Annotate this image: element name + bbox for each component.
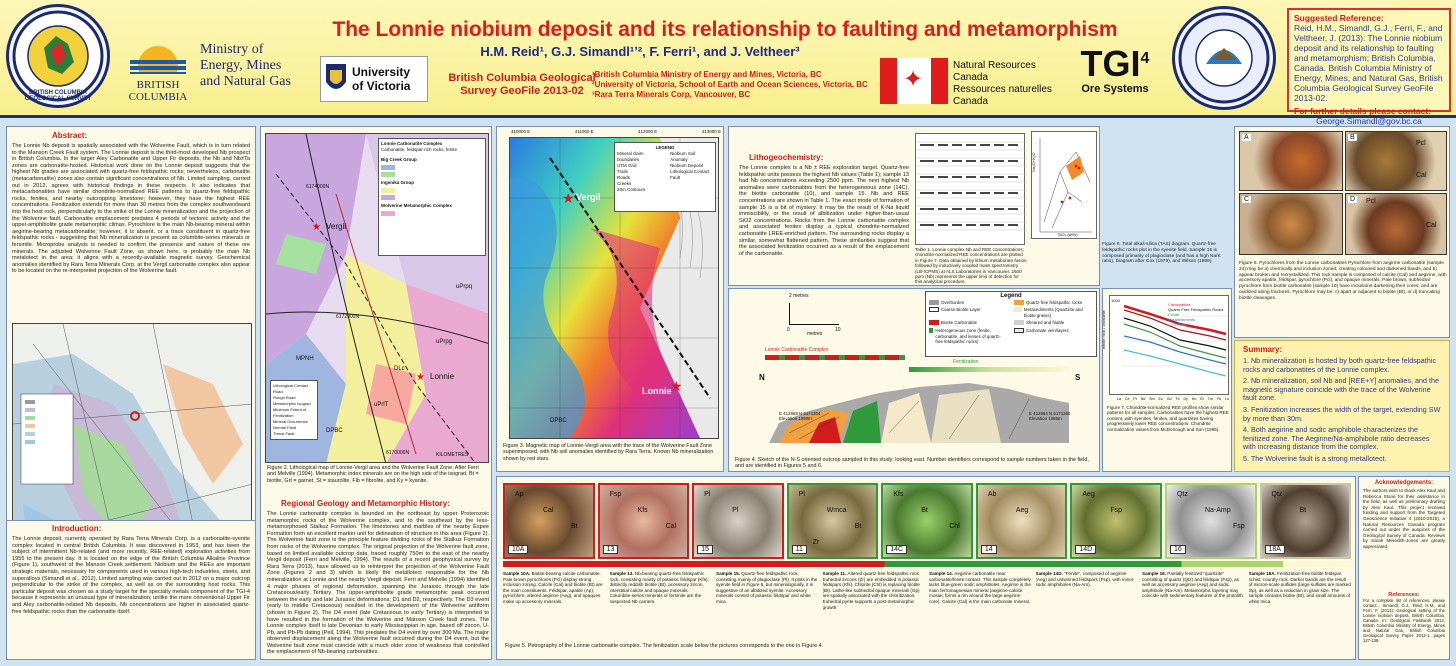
fig5-mineral-label: Wmca bbox=[826, 507, 847, 514]
fig3-legend bbox=[614, 142, 716, 212]
abstract-body: The Lonnie Nb deposit is spatially associated with the Wolverine Fault, which is in turn related to the Manson Creek Fault system. The Lonnie deposit is the third-most developed Nb prospect in British Columbia. In the larger Aley Carbonatite and Upper Fir deposits, the Nb and Nb±Ta zones are carbonatite-hosted. Historical work done on the Lonnie deposit suggests that the highest Nb grades are associated with quartz-free feldspathic rocks; nevertheless, carbonatite (metacarbonatite) zones also contain significant concentrations of Nb. Limited sampling, carried out in 2012, agrees with historical findings in these respects. It also indicates that metacarbonatites have similar chondrite-normalized REE patterns to quartz-free feldspathic rocks, fenites, and nearby outcropping limestone; however, they have the highest REE concentrations. Fenitization extends for more than 30 metres from the complex southwestward into the host rock, perpendicularly to the strike of the Lonnie mineralization and the projection of the Wolverine fault. Carbonatite emplacement predates 4 periods of tectonic activity and the upper-amphibolite grade metamorphic climax. Pyrochlore is the main Nb-bearing mineral within aegirine-bearing metacarbonatite; however, it is absent, or a trace constituent in quartz-free feldspathic rocks - suggesting that Nb mineralization is present as columbite-series minerals or fersmite. Microprobe analysis is needed to confirm the presence and nature of these ore minerals. The adjusted Wolverine Fault Zone, as shown here, is probably the main Nb metalotect in the area; it aligns with a recently-available magnetic survey. Geochemical anomalies identified by Rara Terra Minerals Corp. at the Vergil carbonatite complex also appear to be located on the re-interpreted projection of the Wolverine fault. bbox=[12, 143, 250, 275]
fig3-legend-7: Niobium Soil Anomaly bbox=[670, 151, 696, 162]
fig8-photo-d bbox=[1345, 193, 1447, 255]
fig2-sym-2: Road bbox=[273, 389, 283, 394]
fig2-sym-8: Thrust Fault bbox=[273, 431, 295, 436]
bc-wordmark-2: COLUMBIA bbox=[128, 91, 188, 103]
fig2-legend-item-2: Big Creek Group bbox=[381, 157, 417, 162]
fig2-scale-label: KILOMETRES bbox=[436, 452, 469, 458]
figure-7-caption: Figure 7. Chondrite-normalized REE profiles show similar patterns for all samples. Carbonatites have the highest REE content, with syenites, fenites, and quartzites having progressively lower REE concentrations. Chondrite normalization values from McDonough and Sun (1995). bbox=[1107, 405, 1229, 432]
regional-body: The Lonnie carbonatite complex is bounded on the northeast by upper Proterozoic metamorphic rocks of the Wolverine complex, and to the southeast by the less-metamorphosed Stalkuz Formation. The limestones and marbles of the nearby Espee Formation form an excellent marker unit for delineation of structure in this area (Figure 2). The Wolverine fault zone is the principle feature dividing rocks of the Stalkuz Formation from rocks of the Wolverine complex. The original projection of the Wolverine fault zone, based on limited available outcrop data, traced roughly 750m to the east of the nearby Vergil deposit (Ferri and Melville, 1994). The results of a recent geophysical survey by Rara Terra (2013), have allowed us to reinterpret the projection of the Wolverine Fault Zone (Figures 2 and 3) which is likely the metallotect responsible for the Nb mineralization at Lonnie and the nearby Vergil deposit. Ferri and Melville (1994) identified 4 major phases of regional deformation, spanning the Jurassic through the late Cretaceous/early Tertiary. The upper-amphibolite grade metamorphic peak occurred between the early and late Jurassic deformations; D1 and D2, respectively. The D3 event (early to middle Cretaceous) resulted in the development of the Wolverine antiform (shown in Figure 2). The D4 event (late Cretaceous to early Tertiary) is interpreted to have resulted in the formation of the Wolverine and Manson Creek fault zones. The Lonnie complex itself is late Devonian to early Mississippian in age, based off zircon, U-Pb, and Pb-Pb dating (Pell, 1994). This predates the D4 event by over 300 Ma. The major observed displacement along the Wolverine fault occurred during the D4 event, but the Wolverine fault zone must coincide with a much older zone of weakness that controlled the emplacement of Nb-bearing carbonatites. bbox=[267, 511, 489, 656]
summary-point-4: 4. Both aegirine and sodic amphibole characterizes the fenitized zone. The Aegirine/Na-amphibole ratio decreases with increasing distance from the complex. bbox=[1243, 425, 1430, 452]
fig8-letter-c: C bbox=[1244, 196, 1250, 203]
fig5-sample-caption-heading: Sample 16. bbox=[1142, 571, 1168, 576]
fig7-element-tick: Dy bbox=[1183, 397, 1188, 401]
abstract-heading: Abstract: bbox=[52, 131, 88, 140]
tgi-super: 4 bbox=[1140, 50, 1150, 67]
nrcan-wordmark bbox=[953, 60, 1063, 108]
uvic-line-2: of Victoria bbox=[352, 79, 411, 93]
fig5-mineral-label: Cal bbox=[665, 523, 677, 530]
summary-point-1: 1. Nb mineralization is hosted by both quartz-free feldspathic rocks and carbonatites of the Lonnie complex. bbox=[1243, 356, 1436, 374]
fig2-label-uprpq: uPrpq bbox=[456, 284, 473, 290]
fig3-tick-1: 410000 E bbox=[511, 129, 531, 134]
fig5-sample-tag: 16 bbox=[1170, 545, 1186, 554]
fig4-south: S bbox=[1075, 373, 1081, 382]
fig7-element-tick: Nd bbox=[1140, 397, 1146, 401]
fig7-element-tick: Tm bbox=[1207, 397, 1213, 401]
fig5-sample-caption-heading: Sample 10A. bbox=[503, 571, 532, 576]
fig8-photo-c bbox=[1239, 193, 1343, 255]
fig5-sample-caption bbox=[823, 571, 926, 641]
fig3-legend-6: 20m Contours bbox=[617, 187, 646, 192]
fig5-mineral-label: Kfs bbox=[893, 491, 904, 498]
bc-logo bbox=[120, 30, 196, 103]
litho-heading: Lithogeochemistry: bbox=[749, 153, 824, 162]
fig5-photo-strip bbox=[503, 483, 1351, 559]
fig3-legend-3: Trails bbox=[617, 169, 628, 174]
fig7-ytick-top: 1000 bbox=[1111, 298, 1120, 303]
fig4-leg-2: Quartz-free feldspathic rocks bbox=[1026, 299, 1083, 305]
uvic-logo bbox=[320, 56, 428, 102]
nrcan-line-3: Ressources naturelles bbox=[953, 84, 1052, 95]
fig5-photo-16 bbox=[1165, 483, 1257, 559]
fig5-sample-caption bbox=[610, 571, 713, 641]
fig2-sym-5: Minimum Extent of Fenitization bbox=[273, 407, 307, 418]
summary-point-3: 3. Fenitization increases the width of the target, extending SW by more than 30m. bbox=[1243, 404, 1441, 423]
fig4-coord-south: E 412964 N 6171265 Elevation 1086m bbox=[1029, 411, 1071, 422]
uvic-line-1: University bbox=[352, 65, 411, 79]
fig4-leg-6: Sheared and friable bbox=[1026, 320, 1065, 326]
fig7-element-tick: Lu bbox=[1225, 397, 1229, 401]
table-1-caption: Table 1. Lonnie complex Nb and REE concentrations; chondrite-normalized REE concentrations are plotted in Figure 7. Data obtained by lithium metaborate fusion followed by inductively coupled mass spectrometry (LB-ICPMS) at ALS Laboratories in Vancouver. 2500 ppm (Nb) represents the upper limit of detection for this analytical procedure. bbox=[915, 247, 1027, 285]
contact-email[interactable]: George.Simandl@gov.bc.ca bbox=[1316, 116, 1422, 126]
fig4-north: N bbox=[759, 373, 765, 382]
fig5-sample-caption-heading: Sample 13. bbox=[609, 571, 635, 576]
figure-6-caption: Figure 6. Total alkali-silica (TAS) diagram. Quartz-free feldspathic rocks plot in the syenite field. Sample 15 is composed primarily of plagioclase (and has a high Na/K ratio). Diagram after Cox (1979), and Wilson (1989). bbox=[1102, 242, 1221, 265]
fig8-label-cal-2: Cal bbox=[1426, 222, 1437, 229]
affiliations bbox=[592, 70, 892, 100]
fig5-mineral-label: Ap bbox=[515, 491, 524, 498]
fig5-mineral-label: Pl bbox=[704, 491, 711, 498]
fig5-mineral-label: Na-Amp bbox=[1204, 507, 1231, 514]
introduction-panel bbox=[6, 520, 256, 660]
fig2-label-mpnh: MPNH bbox=[296, 356, 314, 362]
fig4-scale-h: metres bbox=[807, 331, 823, 337]
fig5-photo-11 bbox=[787, 483, 879, 559]
fig5-mineral-label: Aeg bbox=[1082, 491, 1095, 498]
acknowledgements-panel bbox=[1358, 476, 1450, 660]
fig5-sample-caption-heading: Sample 14. bbox=[929, 571, 955, 576]
fig5-sample-caption bbox=[1036, 571, 1139, 641]
canada-flag-icon: ✦ bbox=[880, 58, 948, 104]
fig7-legend-4: Metasediments bbox=[1168, 317, 1196, 322]
tas-xlabel: SiO₂ (wt%) bbox=[1058, 232, 1078, 237]
fig5-mineral-label: Cal bbox=[543, 507, 554, 514]
fig8-letter-d: D bbox=[1350, 196, 1356, 203]
fig4-scale-0: 0 bbox=[787, 327, 790, 333]
fig2-label-uprpg-2: uPrpg bbox=[436, 339, 453, 345]
fig2-label-uprlt: uPrlT bbox=[374, 402, 389, 408]
fig5-sample-caption bbox=[716, 571, 819, 641]
tgi-mark: TGI bbox=[1080, 43, 1141, 84]
fig4-legend-title: Legend bbox=[1000, 293, 1022, 299]
nrcan-line-4: Canada bbox=[953, 96, 989, 107]
fig2-sym-1: Lithological Contact bbox=[273, 383, 308, 388]
fig5-sample-caption-text: Altered quartz-free feldspathic rock. Euhedral zircons (Zr) are embedded in potassic feldspars (Kfs). Chlorite (Chl) is replacing biotite (Bt). Lathe-like subhedral opaque minerals (Op) are spatially associated with the chloritization. Euhedral pyrite supports a post-metamorphic growth. bbox=[822, 571, 921, 610]
fig3-vergil-star-icon: ★ bbox=[562, 190, 575, 206]
fig7-element-tick: Yb bbox=[1216, 397, 1222, 401]
figure-8-caption: Figure 8. Pyrochlores from the Lonnie carbonatites Pyrochlore from aegirine carbonatite (sample 24) may be a) chemically and inclusion zoned; creating coloured and darkened bands, and b) appear broken and recrystallized. This rock sample is composed of calcite (Cal) and aegirine, with accessory apatite, feldspar, pyrochlore (Pcl), and opaque minerals. Pale brown, subhedral pyrochlore from biotite carbonatite (sample 10) have inclusions darkening their cores, and are oxidized along fractures. Pyrochlore may be: c) apart or adjacent to biotite (Bt), or d) truncating biotite cleavages. bbox=[1239, 261, 1447, 301]
geofile-line-1: British Columbia Geological bbox=[448, 72, 596, 84]
fig2-legend-item-3: Ingenika Group bbox=[381, 180, 415, 185]
fig8-label-pcl-2: Pcl bbox=[1366, 198, 1376, 205]
affiliation-1: ¹British Columbia Ministry of Energy and Mines, Victoria, BC bbox=[592, 70, 822, 79]
fig5-sample-caption-text: Biotite-bearing calcite carbonatite. Pale brown pyrochlores (Pcl) display strong inclusion zoning. Calcite (Cal) and biotite (Bt) are the main constituents. Feldspar, apatite (Ap), pyrochlore, altered aegirine (Aeg), and opaques make up accessory minerals. bbox=[503, 571, 603, 604]
fig5-sample-caption-text: Quartz-free feldspathic rock, consisting mainly of plagioclase (Pl). It plots in the syenite field in Figure 6, but mineralogically, it is suggestive of an albitized syenite. Accessory minerals consist of potassic feldspar and white mica. bbox=[716, 571, 818, 604]
fig8-photo-b bbox=[1345, 131, 1447, 191]
fig4-legend bbox=[925, 291, 1097, 357]
figure-5-panel bbox=[496, 476, 1356, 660]
fig5-sample-tag: 10A bbox=[508, 545, 528, 554]
fig3-tick-3: 412000 E bbox=[638, 129, 658, 134]
bc-sun-icon bbox=[120, 30, 196, 74]
tgi-logo bbox=[1070, 40, 1160, 95]
fig7-legend bbox=[1168, 302, 1223, 327]
fig2-legend-title: Lonnie Carbonatite Complex bbox=[381, 141, 443, 146]
references-body: For a complete list of references, please contact... Simandl, G.J., Reid, H.M., and Ferri, F. (2013): Geological setting of the Lonnie niobium deposit, British Columbia, Canada. In: Geological Fieldwork 2012, British Columbia Ministry of Energy, Mines and Natural Gas, British Columbia Geological Survey Paper 2013-1, pages 127-138. bbox=[1363, 598, 1445, 643]
fig4-leg-5: Biotite Carbonatite bbox=[941, 320, 978, 326]
fig5-sample-caption-text: Fenitization-free biotite feldspar schist; country rock. Darker bands are the result of micron-scale sulfides (large sulfides are marked Op), as well as a reduction in grain size. The sample contains biotite (Bt), and small amounts of white mica. bbox=[1248, 571, 1351, 604]
figure-4-panel bbox=[728, 288, 1100, 472]
fig7-element-tick: Ho bbox=[1191, 397, 1197, 401]
fig5-sample-caption bbox=[929, 571, 1032, 641]
ministry-line-3: and Natural Gas bbox=[200, 74, 291, 89]
fig3-label-dpbc: DPBC bbox=[550, 418, 567, 424]
figure-7-ree-plot bbox=[1109, 295, 1229, 395]
fig7-element-tick: Tb bbox=[1175, 397, 1180, 401]
fig2-sym-7: Normal Fault bbox=[273, 425, 296, 430]
fig2-sym-4: Metamorphic Isograd bbox=[273, 401, 311, 406]
fig5-sample-tag: 15 bbox=[697, 545, 713, 554]
fig4-leg-3: Coarse Biotite Layer bbox=[941, 307, 981, 313]
fig2-sym-6: Mineral Occurrence bbox=[273, 419, 308, 424]
fig4-outcrop-sketch bbox=[769, 373, 1069, 443]
fig2-vergil-star-icon: ★ bbox=[312, 222, 321, 233]
uvic-crest-icon bbox=[324, 62, 348, 96]
fig8-label-cal-1: Cal bbox=[1416, 172, 1427, 179]
lithogeochemistry-panel bbox=[728, 126, 1100, 286]
fig7-legend-2: Quartz-Free Feldspathic Rocks bbox=[1168, 307, 1224, 312]
fig8-letter-b: B bbox=[1350, 134, 1355, 141]
fig5-mineral-label: Aeg bbox=[1015, 507, 1029, 514]
fig4-scale-bar bbox=[789, 303, 839, 325]
nrcan-line-1: Natural Resources bbox=[953, 60, 1036, 71]
fig5-sample-tag: 13 bbox=[603, 545, 619, 554]
fig2-northing-2: 6172000N bbox=[336, 314, 360, 320]
fig5-photo-14c bbox=[881, 483, 973, 559]
contact-heading: For further details please contact: bbox=[1294, 106, 1431, 116]
fig5-sample-tag: 11 bbox=[792, 545, 807, 554]
affiliation-2: ²University of Victoria, School of Earth and Ocean Sciences, Victoria, BC bbox=[592, 80, 868, 89]
fig8-letter-a: A bbox=[1244, 134, 1249, 141]
poster-authors: H.M. Reid¹, G.J. Simandl¹ʼ², F. Ferri¹, and J. Veltheer³ bbox=[480, 44, 800, 59]
fig5-sample-caption-heading: Sample 18A. bbox=[1248, 571, 1278, 576]
fig5-sample-caption-text: "Fenite", composed of aegirine (Aeg) and untwinned feldspars (Fsp), with minor sodic amphiboles (Na-Am). bbox=[1035, 571, 1134, 588]
tgi-subtitle: Ore Systems bbox=[1081, 83, 1149, 95]
geofile-label bbox=[432, 72, 612, 98]
suggested-reference-box bbox=[1287, 8, 1451, 126]
fig5-mineral-label: Fsp bbox=[609, 491, 622, 498]
fig3-legend-4: Roads bbox=[617, 175, 631, 180]
figure-5-caption: Figure 5. Petrography of the Lonnie carbonatite complex. The fenitization scale below the pictures corresponds to the one in Figure 4. bbox=[505, 643, 824, 649]
tas-diagram-icon bbox=[1032, 132, 1098, 240]
fig7-ylabel: whole rock / chondrite bbox=[1101, 310, 1106, 349]
geofile-line-2: Survey GeoFile 2013-02 bbox=[460, 85, 584, 97]
gsc-seal-icon bbox=[1176, 10, 1272, 106]
fig4-complex-bar bbox=[765, 355, 905, 360]
fig2-sym-3: Rough Road bbox=[273, 395, 296, 400]
fig3-legend-9: Lithological Contact bbox=[670, 169, 710, 174]
figure-2-map bbox=[265, 133, 489, 463]
table-1-grid-icon bbox=[916, 134, 1026, 246]
fig5-mineral-label: Qtz bbox=[1271, 491, 1283, 498]
fig5-mineral-label: Qtz bbox=[1176, 491, 1188, 498]
fig5-sample-tag: 14 bbox=[981, 545, 997, 554]
fig5-fenitization-scale bbox=[503, 561, 1351, 567]
fig3-legend-8: Niobium Deposit bbox=[670, 163, 704, 168]
fig5-mineral-label: Bt bbox=[571, 523, 578, 530]
fig2-label-vergil: Vergil bbox=[326, 222, 347, 231]
figure-4-caption: Figure 4. Sketch of the N-S oriented outcrop sampled in this study; looking east. Number identifiers correspond to sample numbers taken in the field, and are identified in Figures 5 and 6. bbox=[735, 457, 1089, 470]
tas-ylabel: Na₂O+K₂O bbox=[1031, 152, 1036, 172]
figure-3-caption: Figure 3. Magnetic map of Lonnie-Vergil area with the trace of the Wolverine Fault Zone superimposed, with Nb soil anomalies identified by Rara Terra. Known Nb mineralization shown by red stars. bbox=[503, 443, 714, 462]
fig3-legend-10: Fault bbox=[670, 175, 681, 180]
fig5-photo-18a bbox=[1260, 483, 1352, 559]
fig5-mineral-label: Bt bbox=[854, 523, 862, 530]
fig2-legend-item-4: Wolverine Metamorphic Complex bbox=[381, 203, 452, 208]
fig4-scale-vertical: 2 metres bbox=[789, 293, 809, 299]
fig5-mineral-label: Fsp bbox=[1110, 507, 1123, 514]
fig5-sample-tag: 14C bbox=[886, 545, 907, 554]
fig4-leg-4: Metasediments (Quartzite and biotite gneiss) bbox=[1023, 307, 1083, 318]
fig4-leg-1: Overburden bbox=[941, 299, 965, 305]
fig2-label-dlc: DLc bbox=[394, 366, 405, 372]
fig7-legend-3: Fenite bbox=[1168, 312, 1180, 317]
reference-body: Reid, H.M., Simandl, G.J., Ferri, F., and Veltheer, J. (2013): The Lonnie niobium deposit and its relationship to faulting and metamorphism; British Columbia, Canada. British Columbia Ministry of Energy, Mines, and Natural Gas, British Columbia Geological Survey GeoFile 2013-02. bbox=[1294, 23, 1443, 103]
figure-6-tas-diagram bbox=[1031, 131, 1097, 239]
fig5-mineral-label: Pl bbox=[798, 491, 805, 498]
summary-point-2: 2. Nb mineralization, soil Nb and [REE+Y] anomalies, and the magnetic signature coincide with the trace of the Wolverine fault zone. bbox=[1243, 376, 1439, 403]
fig7-element-tick: Eu bbox=[1158, 397, 1163, 401]
fig5-photo-14 bbox=[976, 483, 1068, 559]
fig5-sample-caption-text: Partially fenitized "quartzite" consisting of quartz (Qtz) and feldspar (Fsp), as well as accessory aegirine (Aeg) and sodic amphibole (Na-Am). Metamorphic layering may coincide with sedimentary features of the protolith. bbox=[1142, 571, 1245, 599]
fig5-sample-caption-text: Nb-bearing quartz-free feldspathic rock, consisting mainly of potassic feldspar (Kfs); distinctly reddish biotite (Bt), accessory zircon, interstitial calcite and opaque minerals. Columbite-series minerals or fersmite are the suspected Nb carriers. bbox=[609, 571, 709, 604]
fig2-lonnie-star-icon: ★ bbox=[416, 372, 425, 383]
fig4-scale-10: 10 bbox=[835, 327, 841, 333]
ack-body: The authors wish to thank Alex Kaul and Rebecca Stone for their assistance in the field, as well as preliminary drafting by Alex Kaul. This project received funding and support from the Targeted Geoscience Initiative 4 (2010-2015), a Natural Resources Canada program carried out under the auspices of the Geological Survey of Canada. Reviews by Sarah Meredith-Jones are greatly appreciated. bbox=[1363, 488, 1445, 549]
bcgs-logo-text: BRITISH COLUMBIA GEOLOGICAL SURVEY bbox=[24, 90, 92, 102]
introduction-body: The Lonnie deposit, currently operated by Rara Terra Minerals Corp, is a carbonatite-syenite complex located in central British Columbia. It was discovered in 1953, and has been the subject of intermittent Nb-related (and more recently, REE-related) exploration activities from 1955 to the present day. It is located on the edge of the British Columbia Alkaline Province (Figure 1), southwest of the Manson Creek settlement. Niobium and the REEs are important strategic materials, necessary for components used in various high-tech industries, steels, and superalloys (Simandl et al., 2012). Limited sampling was carried out in 2012 on a major outcrop perpendicular to the strike of the complex, as well as on the surrounding host rocks. This particular deposit was chosen as a study target for the specialty metals component of the TGI-4 because it represents an unusual type of mineralization; unlike the more conventional Upper Fir and Aley carbonatite-related Nb deposits, Nb concentrations are higher in associated quartz-free feldspathic rocks than the carbonatite itself. bbox=[12, 536, 250, 615]
fig2-label-dpbc: DPBC bbox=[326, 428, 343, 434]
fig7-element-tick: Er bbox=[1200, 397, 1204, 401]
fig3-legend-2: UTM Grid bbox=[617, 163, 637, 168]
ministry-line-1: Ministry of bbox=[200, 42, 264, 57]
fig3-legend-title: LEGEND bbox=[655, 145, 675, 150]
fig8-label-pcl-1: Pcl bbox=[1416, 140, 1426, 147]
fig7-element-tick: Sm bbox=[1149, 397, 1155, 401]
fig5-captions bbox=[503, 571, 1351, 641]
fig5-photo-14d bbox=[1070, 483, 1162, 559]
fig7-element-tick: Pr bbox=[1133, 397, 1137, 401]
fig5-mineral-label: Ab bbox=[987, 491, 997, 498]
affiliation-3: ³Rara Terra Minerals Corp, Vancouver, BC bbox=[592, 90, 751, 99]
figure-8-panel bbox=[1234, 126, 1450, 338]
fig5-mineral-label: Pl bbox=[732, 507, 739, 514]
outcrop-cross-section-icon bbox=[769, 373, 1069, 443]
figure-3-panel bbox=[496, 126, 724, 472]
fig5-mineral-label: Zr bbox=[812, 539, 820, 546]
gsc-logo bbox=[1172, 6, 1276, 110]
fig7-element-tick: Ce bbox=[1124, 397, 1130, 401]
ministry-line-2: Energy, Mines bbox=[200, 58, 282, 73]
ministry-name bbox=[200, 42, 318, 90]
bc-wordmark-1: BRITISH bbox=[136, 79, 180, 91]
fig5-photo-10a bbox=[503, 483, 595, 559]
figure-2-caption: Figure 2. Lithological map of Lonnie-Vergil area and the Wolverine Fault Zone. After Ferri and Melville (1994). Metamorphic index minerals are on the high side of the isograd. Bt = biotite, Grt = garnet, St = staurolite, Fib = fibrolite, and Ky = kyanite. bbox=[267, 465, 479, 484]
column-regional bbox=[260, 126, 492, 660]
fig8-photo-a bbox=[1239, 131, 1343, 191]
fig4-fenitization-label: Fenitization bbox=[953, 359, 979, 365]
fig3-lonnie-star-icon: ★ bbox=[670, 378, 683, 394]
fig2-northing-1: 6174000N bbox=[306, 184, 330, 190]
nrcan-line-2: Canada bbox=[953, 72, 989, 83]
fig7-element-tick: La bbox=[1117, 397, 1121, 401]
fig4-leg-7: Heterogeneous zone (fenite, carbonatite, and lenses of quartz-free feldspathic rocks) bbox=[935, 327, 1001, 345]
figure-3-map bbox=[509, 137, 719, 439]
summary-point-5: 5. The Wolverine fault is a strong metallotect. bbox=[1243, 453, 1387, 463]
fig5-mineral-label: Bt bbox=[921, 507, 928, 514]
fig4-leg-8: Carbonate vein/layers bbox=[1026, 327, 1069, 333]
fig3-label-vergil: Vergil bbox=[576, 192, 601, 202]
fig5-mineral-label: Bt bbox=[1299, 507, 1307, 514]
poster-header bbox=[0, 0, 1456, 126]
fig2-northing-3: 6170000N bbox=[386, 450, 410, 456]
fig7-legend-5: Limestone bbox=[1168, 322, 1187, 327]
fig5-sample-caption bbox=[503, 571, 606, 641]
fig5-sample-tag: 18A bbox=[1265, 545, 1285, 554]
figure-7-panel bbox=[1102, 288, 1232, 472]
summary-heading: Summary: bbox=[1243, 345, 1283, 354]
fig4-complex-label: Lonnie Carbonatite Complex bbox=[765, 347, 829, 353]
summary-panel bbox=[1234, 340, 1450, 472]
fig5-mineral-label: Kfs bbox=[637, 507, 648, 514]
fig3-label-lonnie: Lonnie bbox=[642, 386, 672, 396]
fig5-sample-caption bbox=[1142, 571, 1245, 641]
regional-heading: Regional Geology and Metamorphic History: bbox=[281, 499, 450, 508]
fig5-sample-tag: 14D bbox=[1075, 545, 1096, 554]
fig5-photo-13 bbox=[598, 483, 690, 559]
fig5-photo-15 bbox=[692, 483, 784, 559]
fig2-unit-legend bbox=[378, 138, 486, 256]
fig5-sample-caption-heading: Sample 14D. bbox=[1035, 571, 1065, 576]
fig5-sample-caption-text: Aegirine carbonatite near carbonatite/fenite contact. This sample completely lacks blue-green sodic amphiboles. Aegirine is the main ferromagnesian mineral (aegirine-calcite mosaic forms a rim around the large aegirine core). Calcite (Cal) is the main carbonate mineral. bbox=[929, 571, 1031, 604]
table-1 bbox=[915, 133, 1025, 245]
reference-heading: Suggested Reference: bbox=[1294, 13, 1384, 23]
fig7-legend-1: Carbonatites bbox=[1168, 302, 1191, 307]
fig2-symbol-legend bbox=[270, 380, 318, 440]
fig5-mineral-label: Fsp bbox=[1232, 523, 1245, 530]
fig3-easting-ticks bbox=[511, 129, 721, 134]
fig4-fenitization-bar bbox=[909, 367, 1069, 372]
references-heading: References: bbox=[1388, 592, 1420, 598]
fig2-label-lonnie: Lonnie bbox=[430, 372, 455, 381]
fig5-sample-caption bbox=[1249, 571, 1352, 641]
litho-body: The Lonnie complex is a Nb ± REE exploration target. Quartz-free feldspathic units possess the highest Nb values (Table 1); sample 13 had Nb concentrations exceeding 2500 ppm. The next highest Nb anomalies were carbonatites from the heterogeneous zone (14C), the biotite carbonatite (10), and sample 15. Nb and REE concentrations are shown in Table 1. The exact mode of formation of sample 15 is a bit of mystery. It may be the result of K-Na liquid immiscibility, or the result of albitization under higher-than-usual SiO2 concentrations. Rocks from the Lonnie carbonatite complex and associated fenites display a typical chondrite-normalized carbonatite LREE-enriched pattern. The surrounding rocks display a similar, somewhat flattened pattern. These similarities suggest that the associated fenitization occurred as a result of the emplacement of the carbonatite. bbox=[739, 165, 909, 257]
introduction-heading: Introduction: bbox=[52, 524, 102, 533]
ack-heading: Acknowledgements: bbox=[1374, 480, 1434, 486]
fig4-coord-north: E 412969 N 6171304 Elevation 1090m bbox=[779, 411, 821, 422]
fig3-legend-1: Mineral claim boundaries bbox=[617, 151, 644, 162]
fig7-element-axis bbox=[1117, 397, 1229, 401]
fig3-legend-5: Creeks bbox=[617, 181, 632, 186]
fig3-tick-2: 411000 E bbox=[574, 129, 594, 134]
fig7-element-tick: Gd bbox=[1166, 397, 1172, 401]
fig5-sample-caption-heading: Sample 11. bbox=[822, 571, 848, 576]
fig3-tick-4: 413000 E bbox=[701, 129, 721, 134]
fig2-legend-item-1: Carbonatite, feldspar-rich rocks, fenite bbox=[381, 147, 458, 152]
fig5-sample-caption-heading: Sample 15. bbox=[716, 571, 742, 576]
fig5-mineral-label: Chl bbox=[949, 523, 960, 530]
poster-title: The Lonnie niobium deposit and its relationship to faulting and metamorphism bbox=[332, 18, 1118, 41]
